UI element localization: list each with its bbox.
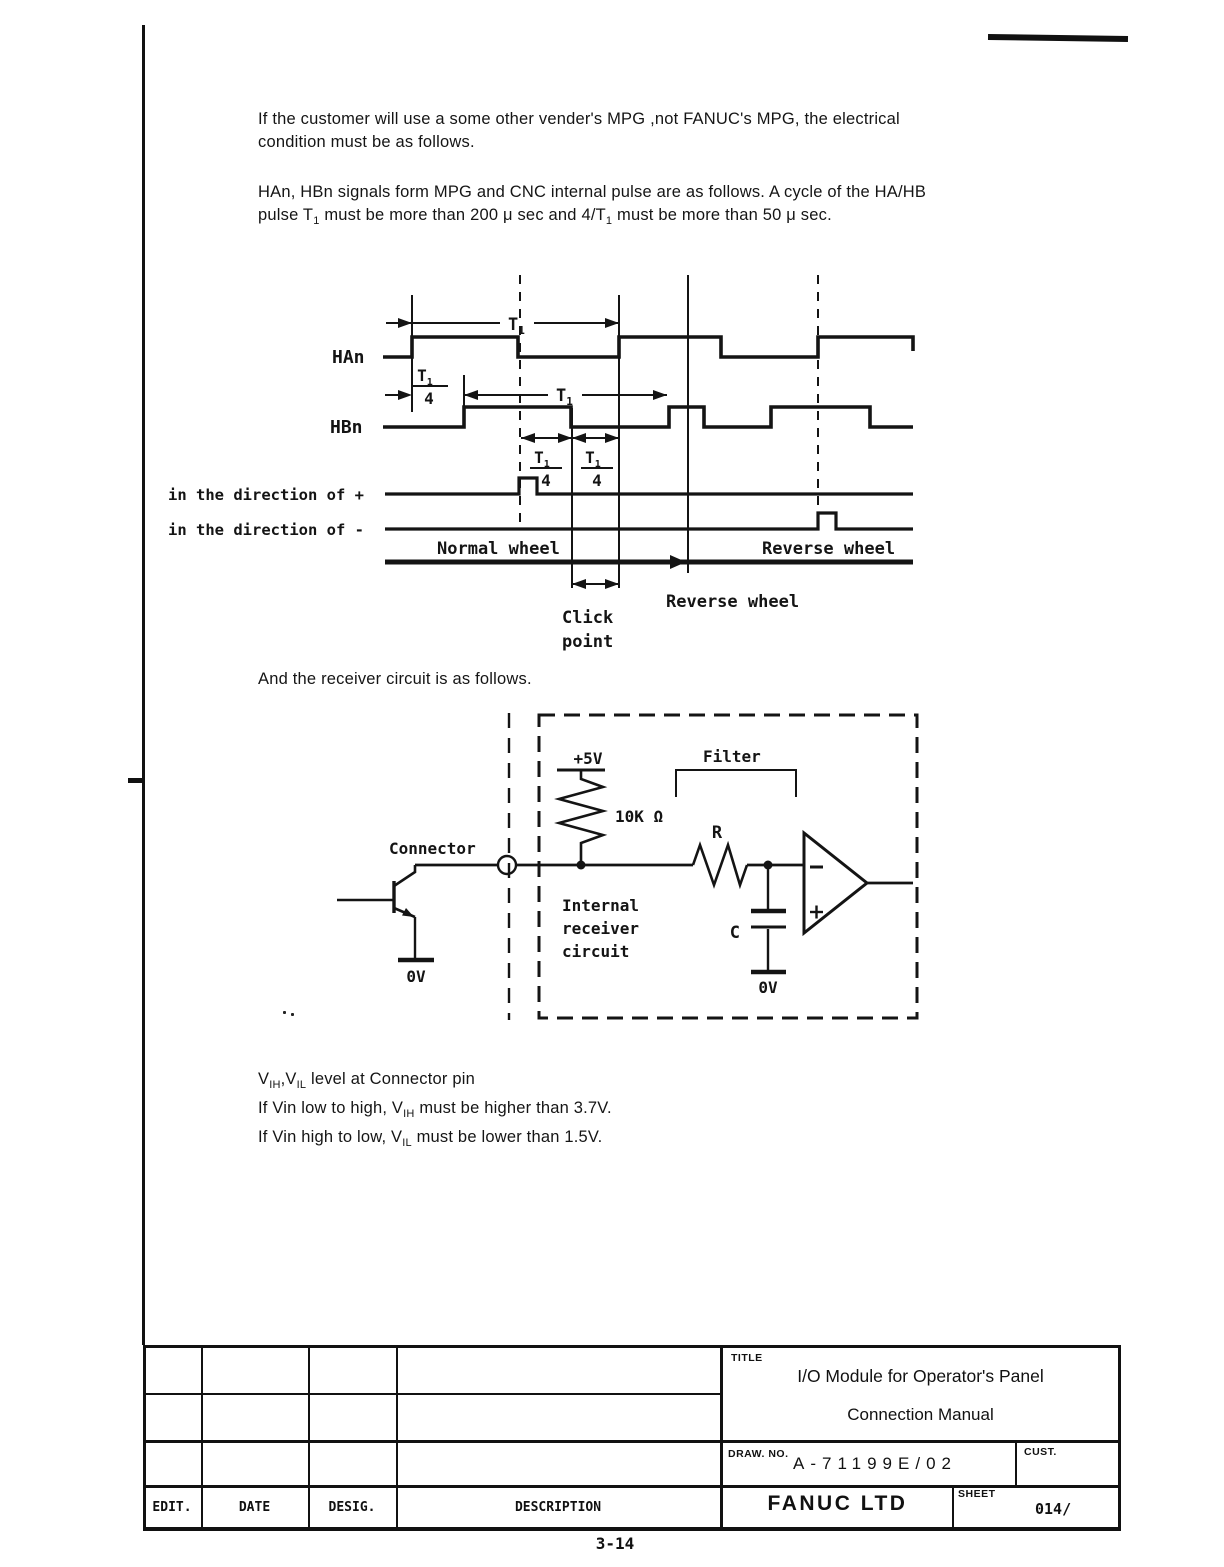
fraction-left-numerator: $T_1$: [417, 366, 433, 388]
vcc-label: +5V: [573, 749, 603, 768]
fraction-mid-denominator: 4: [541, 471, 551, 490]
internal-label-1: Internal: [562, 896, 640, 915]
edit-column-label: EDIT.: [152, 1500, 192, 1515]
drawing-number: A-71199E/02: [793, 1454, 957, 1473]
fraction-left-denominator: 4: [424, 389, 434, 408]
fraction-right-denominator: 4: [592, 471, 602, 490]
dimension-click-point: [572, 579, 619, 589]
internal-label-2: receiver: [562, 919, 640, 938]
fraction-right-numerator: $T_1$: [585, 448, 601, 470]
signal-a-waveform: [383, 337, 913, 357]
reverse-wheel-upper-label: Reverse wheel: [762, 539, 896, 559]
dimension-t1-quarter-left: [385, 366, 448, 408]
direction-minus-label: in the direction of -: [168, 521, 364, 539]
left-margin-rule: [142, 25, 145, 1345]
direction-plus-waveform: [385, 478, 913, 494]
levels-line3: If Vin high to low, $V_{IL}$ must be lower than 1.5V.: [258, 1128, 603, 1149]
intro-p2-line1: HAn, HBn signals form MPG and CNC internal pulse are as follows. A cycle of the HA/HB: [258, 183, 927, 201]
dimension-t1-mid: [464, 386, 667, 408]
gnd-left-label: 0V: [406, 967, 426, 986]
doc-title-line2: Connection Manual: [847, 1405, 994, 1424]
levels-line2: If Vin low to high, $V_{IH}$ must be higher than 3.7V.: [258, 1099, 612, 1120]
click-point-label-1: Click: [562, 608, 614, 628]
transistor: [337, 865, 434, 960]
pullup-label: 10K Ω: [615, 807, 664, 826]
page-number: 3-14: [595, 1534, 635, 1553]
signal-b-waveform: [383, 407, 913, 427]
scan-artifact-dot: [283, 1011, 286, 1014]
capacitor-label: C: [729, 923, 740, 943]
title-label: TITLE: [731, 1352, 763, 1364]
filter-bracket: [676, 770, 796, 797]
t1-top-label: $T_1$: [508, 315, 525, 337]
internal-label-3: circuit: [562, 942, 630, 961]
description-column-label: DESCRIPTION: [514, 1500, 602, 1515]
connector-label: Connector: [389, 839, 476, 858]
timing-diagram: [130, 265, 930, 665]
wheel-baseline-arrow: [670, 555, 686, 569]
gnd-right-label: 0V: [758, 978, 778, 997]
levels-block: [258, 1068, 858, 1155]
intro-paragraph-1: [258, 108, 1008, 154]
desig-column-label: DESIG.: [328, 1500, 376, 1515]
series-resistor-label: R: [711, 823, 723, 843]
intro-p1-line1: If the customer will use a some other vender's MPG ,not FANUC's MPG, the electrical: [258, 110, 900, 128]
fraction-mid-numerator: $T_1$: [534, 448, 550, 470]
top-right-scan-bar: [988, 34, 1128, 42]
date-column-label: DATE: [238, 1500, 271, 1515]
cust-label: CUST.: [1024, 1446, 1057, 1458]
signal-b-label: HBn: [330, 417, 363, 438]
receiver-intro: And the receiver circuit is as follows.: [258, 670, 532, 688]
drawno-label: DRAW. NO.: [728, 1448, 789, 1460]
pullup-resistor: [559, 770, 603, 865]
filter-label: Filter: [703, 747, 761, 766]
signal-a-label: HAn: [332, 347, 365, 368]
left-margin-tick: [128, 778, 143, 783]
scan-artifact-dot: [291, 1013, 294, 1016]
doc-title-line1: I/O Module for Operator's Panel: [797, 1366, 1044, 1386]
click-point-label-2: point: [562, 632, 614, 652]
intro-paragraph-2: [258, 181, 1018, 233]
opamp-triangle: [804, 833, 867, 933]
direction-minus-waveform: [385, 513, 913, 529]
series-resistor: [693, 845, 747, 885]
direction-plus-label: in the direction of +: [168, 486, 364, 504]
transistor-emitter-arrow: [402, 908, 414, 917]
dimension-t1-top: [386, 315, 619, 337]
company-name: FANUC LTD: [767, 1492, 908, 1515]
t1-mid-label: $T_1$: [556, 386, 573, 408]
junction-dot-1: [577, 861, 586, 870]
transistor-collector: [394, 865, 415, 886]
connector-pin: [498, 856, 516, 874]
intro-p1-line2: condition must be as follows.: [258, 133, 475, 151]
sheet-label: SHEET: [958, 1488, 996, 1500]
reverse-wheel-lower-label: Reverse wheel: [666, 592, 800, 612]
levels-line1: $V_{IH},V_{IL}$ level at Connector pin: [258, 1070, 475, 1091]
intro-p2-line2: pulse $T_1$ must be more than 200 μ sec and $4/T_1$ must be more than 50 μ sec.: [258, 206, 832, 227]
normal-wheel-label: Normal wheel: [437, 539, 560, 559]
sheet-number: 014/: [1035, 1500, 1072, 1518]
receiver-circuit: [280, 700, 940, 1030]
